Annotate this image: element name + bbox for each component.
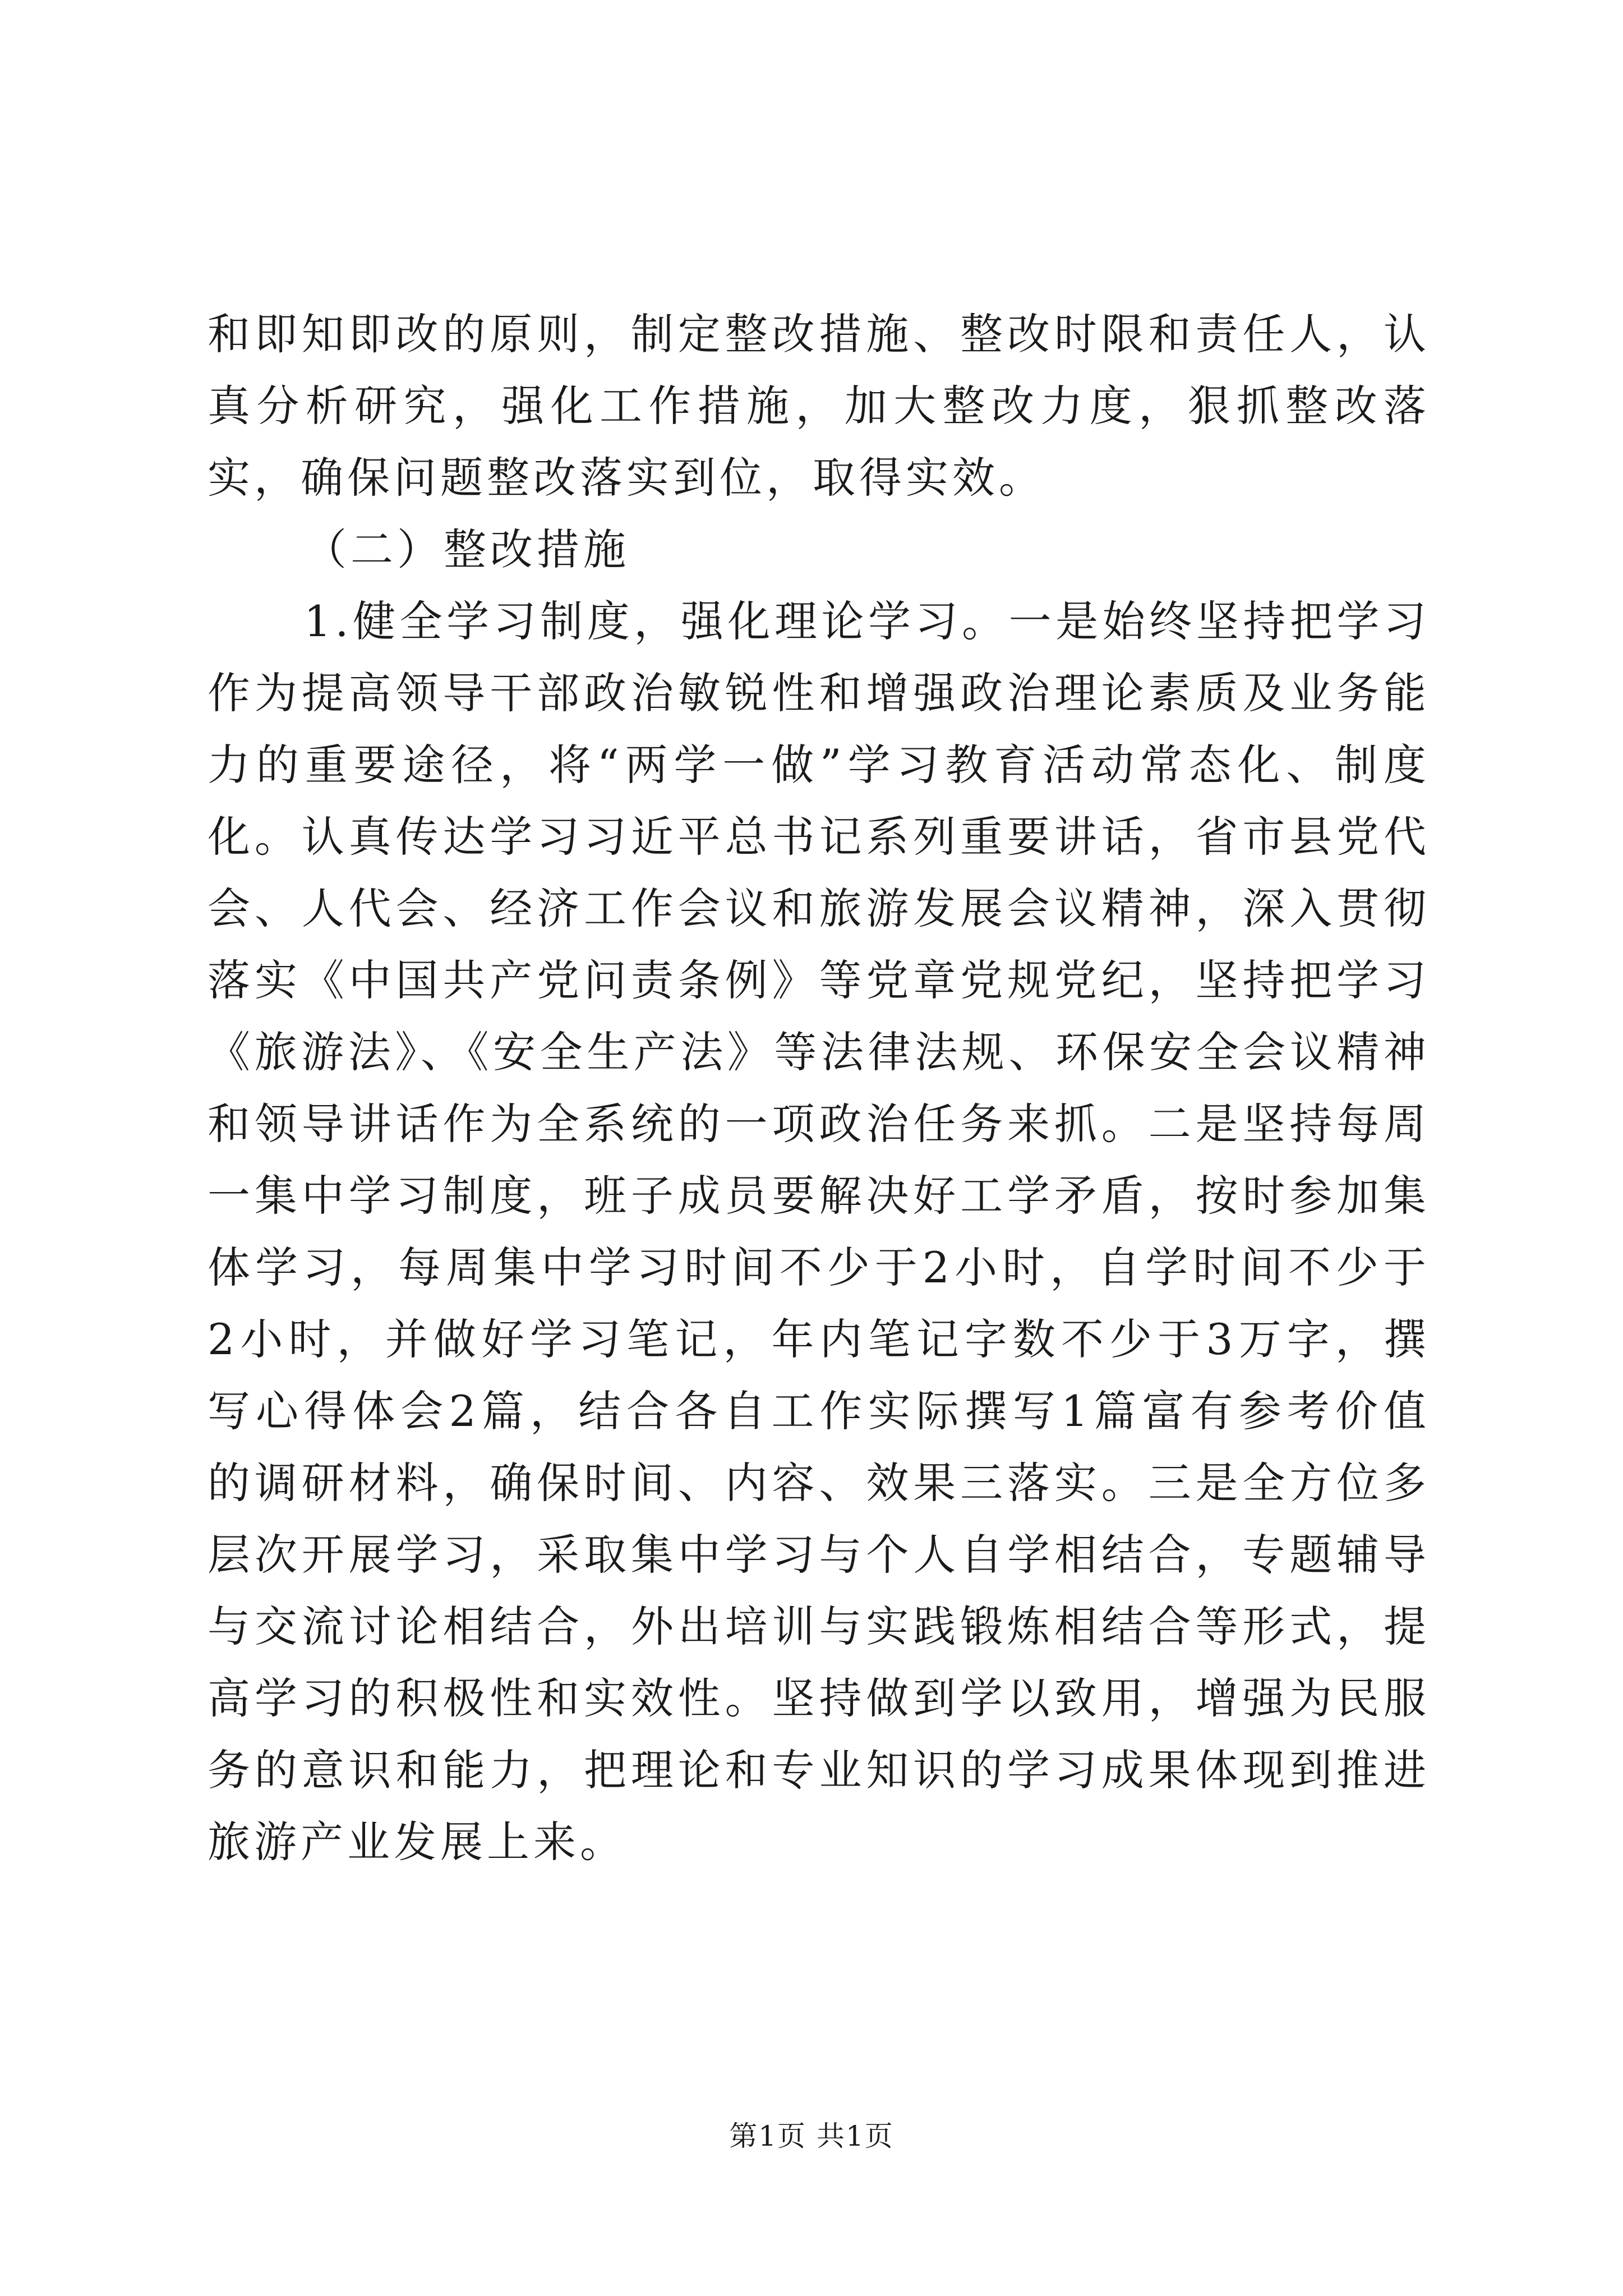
page-footer: 第1页 共1页 bbox=[729, 2120, 894, 2152]
paragraph-continuation: 和即知即改的原则，制定整改措施、整改时限和责任人，认真分析研究，强化工作措施，加大整改力度，狠抓整改落实，确保问题整改落实到位，取得实效。 bbox=[208, 309, 1430, 503]
section-heading: （二）整改措施 bbox=[304, 524, 630, 574]
paragraph-measure-1: 1.健全学习制度，强化理论学习。一是始终坚持把学习作为提高领导干部政治敏锐性和增强政治理论素质及业务能力的重要途径，将“两学一做”学习教育活动常态化、制度化。认真传达学习习近平总书记系列重要讲话，省市县党代会、人代会、经济工作会议和旅游发展会议精神，深入贯彻落实《中国共产党问责条例》等党章党规党纪，坚持把学习《旅游法》、《安全生产法》等法律法规、环保安全会议精神和领导讲话作为全系统的一项政治任务来抓。二是坚持每周一集中学习制度，班子成员要解决好工学矛盾，按时参加集体学习，每周集中学习时间不少于2小时，自学时间不少于2小时，并做好学习笔记，年内笔记字数不少于3万字，撰写心得体会2篇，结合各自工作实际撰写1篇富有参考价值的调研材料，确保时间、内容、效果三落实。三是全方位多层次开展学习，采取集中学习与个人自学相结合，专题辅导与交流讨论相结合，外出培训与实践锻炼相结合等形式，提高学习的积极性和实效性。坚持做到学以致用，增强为民服务的意识和能力，把理论和专业知识的学习成果体现到推进旅游产业发展上来。 bbox=[208, 596, 1430, 1867]
document-body bbox=[208, 298, 1430, 1878]
